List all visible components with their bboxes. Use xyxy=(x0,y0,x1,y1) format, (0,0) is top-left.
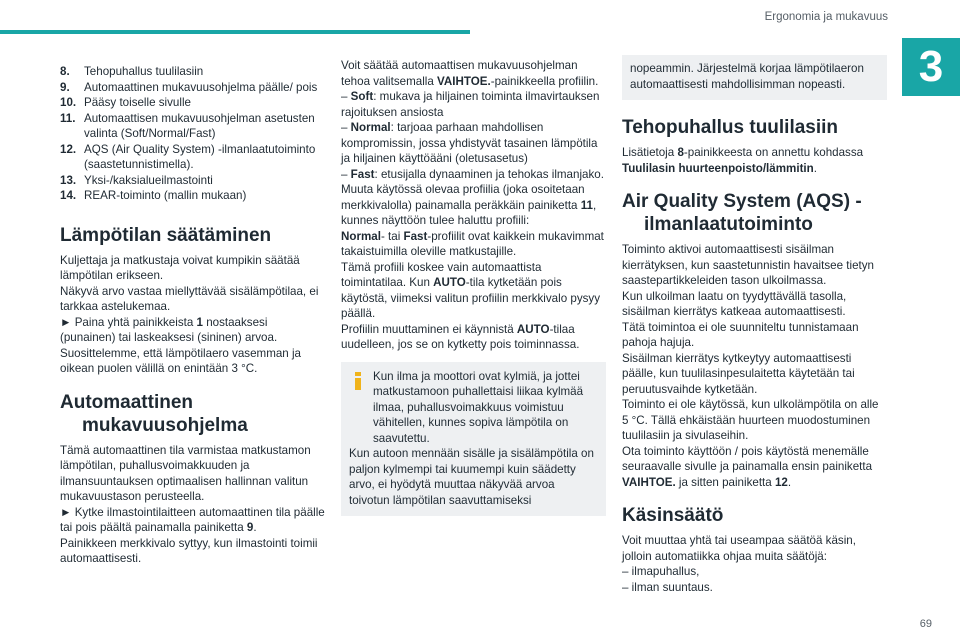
paragraph: Tätä toimintoa ei ole suunniteltu tunnistamaan pahoja hajuja. xyxy=(622,320,859,349)
paragraph: Muuta käytössä olevaa profiilia (joka osoitetaan merkkivalolla) painamalla peräkkäin painiketta 11, kunnes näyttöön tulee haluttu profiili: xyxy=(341,183,597,227)
header-accent-bar xyxy=(0,30,470,34)
paragraph: ► Kytke ilmastointilaitteen automaattinen tila päälle tai pois päältä painamalla painiketta 9. xyxy=(60,505,325,534)
paragraph: Normal- tai Fast-profiilit ovat kaikkein mukavimmat takaistuimilla oleville matkustajille. xyxy=(341,229,604,258)
list-item: – Soft: mukava ja hiljainen toiminta ilmavirtauksen rajoituksen ansiosta xyxy=(341,90,600,119)
column-1 xyxy=(60,64,325,567)
heading-manual: Käsinsäätö xyxy=(622,505,724,526)
paragraph: Voit muuttaa yhtä tai useampaa säätöä käsin, jolloin automatiikka ohjaa muita säätöjä: xyxy=(622,534,856,563)
paragraph: Suosittelemme, että lämpötilaero vasemman ja oikean puolen välillä on enintään 3 °C. xyxy=(60,346,302,375)
note-text: Kun autoon mennään sisälle ja sisälämpötila on paljon kylmempi tai kuumempi kuin säädetty arvo, ei hyödytä muuttaa näkyvää arvoa toivotun lämpötilan saavuttamiseksi xyxy=(349,447,594,507)
column-3 xyxy=(622,55,887,595)
paragraph: Kun ulkoilman laatu on tyydyttävällä tasolla, sisäilman kierrätys katkeaa automaattisesti. xyxy=(622,289,847,318)
paragraph: Tämä profiili koskee vain automaattista toimintatilaa. Kun AUTO-tila kytketään pois käytöstä, viimeksi valitun profiilin merkkivalo pysyy päällä. xyxy=(341,260,601,320)
heading-auto-comfort: Automaattinen mukavuusohjelma xyxy=(60,391,248,436)
paragraph: Profiilin muuttaminen ei käynnistä AUTO-tilaa uudelleen, jos se on kytketty pois toiminnassa. xyxy=(341,322,580,351)
list-item: – Fast: etusijalla dynaaminen ja tehokas ilmanjako. xyxy=(341,167,604,181)
paragraph: Lisätietoja 8-painikkeesta on annettu kohdassa Tuulilasin huurteenpoisto/lämmitin. xyxy=(622,146,864,175)
list-item: 8. Tehopuhallus tuulilasiin xyxy=(60,65,204,78)
column-2 xyxy=(341,58,606,516)
paragraph: Kuljettaja ja matkustaja voivat kumpikin säätää lämpötilan erikseen. xyxy=(60,253,300,282)
list-item: – ilman suuntaus. xyxy=(622,580,713,594)
paragraph: ► Paina yhtä painikkeista 1 nostaaksesi (punainen) tai laskeaksesi (sininen) arvoa. xyxy=(60,315,278,344)
paragraph: Näkyvä arvo vastaa miellyttävää sisälämpötilaa, ei tarkkaa astelukemaa. xyxy=(60,284,319,313)
heading-windscreen-boost: Tehopuhallus tuulilasiin xyxy=(622,117,839,138)
page-number: 69 xyxy=(919,618,932,630)
paragraph: Painikkeen merkkivalo syttyy, kun ilmastointi toimii automaattisesti. xyxy=(60,536,318,565)
paragraph: Sisäilman kierrätys kytkeytyy automaattisesti päälle, kun tuulilasinpesulaitetta käytetään tai peruutusvaihde kytketään. xyxy=(622,351,855,396)
list-item: 9. Automaattinen mukavuusohjelma päälle/ pois xyxy=(60,80,318,94)
section-title: Ergonomia ja mukavuus xyxy=(764,11,888,23)
info-note xyxy=(341,362,606,517)
list-item: – Normal: tarjoaa parhaan mahdollisen kompromissin, jossa yhdistyvät tasainen lämpötila ja hiljainen käyttöääni (oletusasetus) xyxy=(341,121,598,165)
paragraph: Tämä automaattinen tila varmistaa matkustamon lämpötilan, puhallusvoimakkuuden ja ilmansuuntauksen optimaalisen hallinnan valitun mukavuustason perusteella. xyxy=(60,443,311,503)
paragraph: Toiminto ei ole käytössä, kun ulkolämpötila on alle 5 °C. Tällä ehkäistään huurteen muodostuminen tuulilasiin ja sivulaseihin. xyxy=(622,398,879,442)
heading-temperature: Lämpötilan säätäminen xyxy=(60,224,272,246)
list-item: – ilmapuhallus, xyxy=(622,565,700,578)
chapter-number: 3 xyxy=(902,38,960,96)
info-icon xyxy=(351,372,365,390)
paragraph: Ota toiminto käyttöön / pois käytöstä menemälle seuraavalle sivulle ja painamalla ensin painiketta VAIHTOE. ja sitten painiketta 12. xyxy=(622,444,873,489)
note-text: nopeammin. Järjestelmä korjaa lämpötilaeron automaattisesti mahdollisimman nopeasti. xyxy=(630,62,864,91)
button-legend-list xyxy=(60,64,325,204)
list-item: 14. REAR-toiminto (mallin mukaan) xyxy=(60,189,247,202)
list-item: 13. Yksi-/kaksialueilmastointi xyxy=(60,173,213,187)
paragraph: Toiminto aktivoi automaattisesti sisäilman kierrätyksen, kun saastetunnistin havaitsee tietyn saastepartikkeleiden tason ulkoilmassa. xyxy=(622,243,874,287)
list-item: 12. AQS (Air Quality System) -ilmanlaatutoiminto (saastetunnistimella). xyxy=(60,142,316,171)
list-item: 10. Pääsy toiselle sivulle xyxy=(60,96,191,109)
info-note-continued xyxy=(622,55,887,100)
heading-aqs: Air Quality System (AQS) -ilmanlaatutoiminto xyxy=(622,191,862,235)
list-item: 11. Automaattisen mukavuusohjelman asetusten valinta (Soft/Normal/Fast) xyxy=(60,111,315,140)
paragraph: Voit säätää automaattisen mukavuusohjelman tehoa valitsemalla VAIHTOE.-painikkeella profiilin. xyxy=(341,59,599,88)
note-text: Kun ilma ja moottori ovat kylmiä, ja jottei matkustamoon puhallettaisi liikaa kylmää ilmaa, puhallusvoimakkuus voimistuu vähitellen, kunnes sopiva lämpötila on saavutettu. xyxy=(373,369,584,445)
